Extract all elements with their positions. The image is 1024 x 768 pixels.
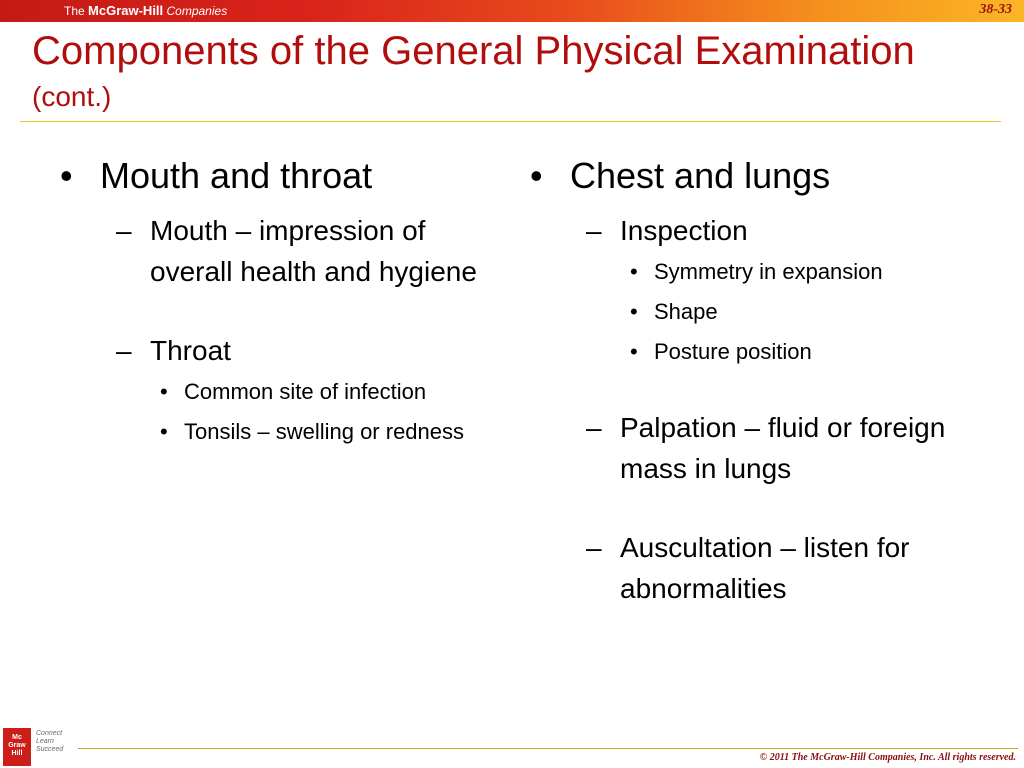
copyright-notice: © 2011 The McGraw-Hill Companies, Inc. All rights reserved. bbox=[759, 752, 1016, 763]
bullet-label: Chest and lungs bbox=[570, 155, 831, 196]
logo-line: Mc bbox=[12, 734, 22, 741]
mcgraw-hill-logo bbox=[3, 728, 31, 766]
tagline-line: Learn bbox=[36, 738, 54, 745]
dash-icon: – bbox=[586, 532, 602, 563]
detail-item bbox=[630, 335, 970, 369]
logo-line: Graw bbox=[8, 742, 26, 749]
detail-label: Common site of infection bbox=[184, 379, 427, 404]
header-bar bbox=[0, 0, 1024, 22]
logo-line: Hill bbox=[11, 750, 23, 757]
subitem-label: Inspection bbox=[620, 215, 748, 246]
detail-item bbox=[160, 415, 500, 449]
subitem-label: Mouth – impression of overall health and hygiene bbox=[150, 215, 477, 287]
subitem-label: Palpation – fluid or foreign mass in lungs bbox=[620, 412, 946, 484]
right-column bbox=[530, 156, 970, 609]
dash-icon: – bbox=[586, 412, 602, 443]
dash-icon: – bbox=[116, 335, 132, 366]
detail-item bbox=[630, 255, 970, 289]
slide-title bbox=[32, 30, 992, 118]
brand-suffix: Companies bbox=[166, 4, 228, 18]
bullet-dot-icon: • bbox=[630, 299, 638, 324]
detail-label: Shape bbox=[654, 299, 718, 324]
bullet-dot-icon: • bbox=[60, 155, 73, 196]
title-suffix: (cont.) bbox=[32, 81, 112, 112]
detail-item bbox=[160, 375, 500, 409]
title-divider bbox=[20, 121, 1001, 122]
footer-divider bbox=[78, 748, 1018, 749]
bullet-label: Mouth and throat bbox=[100, 155, 373, 196]
detail-label: Symmetry in expansion bbox=[654, 259, 883, 284]
subitem-mouth bbox=[116, 210, 500, 292]
dash-icon: – bbox=[586, 215, 602, 246]
slide-number: 38-33 bbox=[979, 2, 1012, 17]
bullet-dot-icon: • bbox=[160, 379, 168, 404]
subitem-auscultation bbox=[586, 527, 970, 609]
bullet-mouth-and-throat bbox=[60, 156, 500, 449]
detail-label: Tonsils – swelling or redness bbox=[184, 419, 465, 444]
subitem-label: Auscultation – listen for abnormalities bbox=[620, 532, 910, 604]
title-main: Components of the General Physical Examination bbox=[32, 29, 915, 73]
tagline-line: Connect bbox=[36, 730, 63, 737]
bullet-dot-icon: • bbox=[160, 419, 168, 444]
left-column bbox=[60, 156, 500, 449]
brand-logo bbox=[64, 3, 227, 19]
subitem-palpation bbox=[586, 407, 970, 489]
bullet-dot-icon: • bbox=[630, 259, 638, 284]
subitem-label: Throat bbox=[150, 335, 231, 366]
dash-icon: – bbox=[116, 215, 132, 246]
bullet-dot-icon: • bbox=[530, 155, 543, 196]
logo-tagline bbox=[36, 730, 63, 754]
detail-label: Posture position bbox=[654, 339, 812, 364]
tagline-line: Succeed bbox=[36, 746, 64, 753]
bullet-chest-and-lungs bbox=[530, 156, 970, 609]
bullet-dot-icon: • bbox=[630, 339, 638, 364]
subitem-inspection bbox=[586, 210, 970, 369]
detail-item bbox=[630, 295, 970, 329]
brand-name: McGraw-Hill bbox=[88, 3, 164, 18]
subitem-throat bbox=[116, 330, 500, 449]
brand-prefix: The bbox=[64, 4, 85, 18]
